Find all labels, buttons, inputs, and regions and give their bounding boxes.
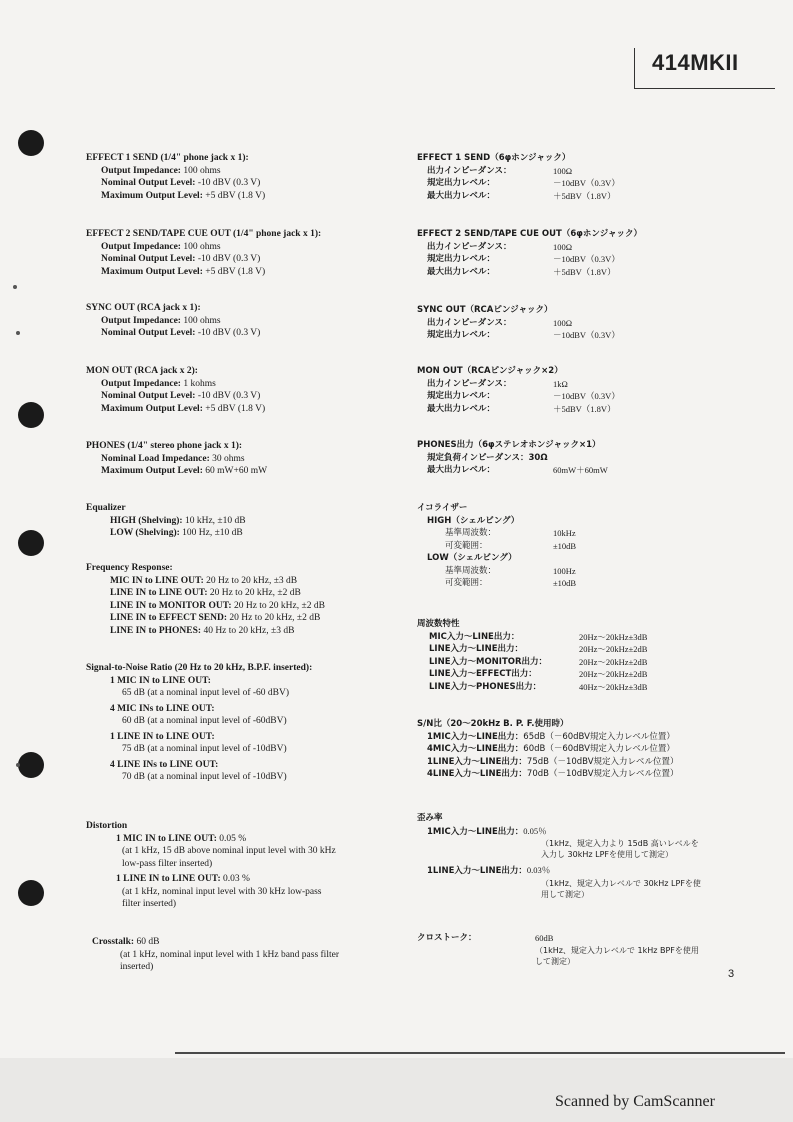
spec-value: 100Hz [553, 565, 576, 576]
spec-label: 基準周波数： [445, 528, 497, 538]
spec-mon [86, 365, 406, 415]
spec-heading: Equalizer [86, 503, 126, 513]
spec-label: LINE入力～MONITOR出力： [429, 656, 548, 667]
spec-value: 0.03 % [220, 874, 250, 884]
scan-speck-icon [16, 763, 20, 767]
spec-value: 10kHz [553, 528, 576, 538]
spec-value: 75dB（－10dBV規定入力レベル位置） [526, 756, 679, 767]
spec-effect1 [86, 152, 406, 202]
spec-note: (at 1 kHz, nominal input level with 1 kHz band pass filter [120, 949, 339, 960]
spec-value: -10 dBV (0.3 V) [195, 391, 261, 401]
spec-value: －10dBV（0.3V） [553, 178, 620, 188]
spec-heading: 周波数特性 [417, 619, 460, 629]
spec-label: Maximum Output Level: [101, 466, 203, 476]
spec-value: －10dBV（0.3V） [553, 391, 620, 401]
spec-value: 75 dB (at a nominal input level of -10dBV) [122, 744, 287, 754]
spec-label: 規定出力レベル： [427, 330, 496, 340]
jp-spec-equalizer [417, 502, 747, 590]
spec-label: 4LINE入力～LINE出力： [427, 769, 527, 779]
spec-label: Nominal Output Level: [101, 391, 196, 401]
spec-value: 60 mW+60 mW [202, 466, 268, 476]
spec-value: 20 Hz to 20 kHz, ±3 dB [203, 575, 298, 586]
spec-value: 20Hz～20kHz±3dB [579, 631, 648, 642]
spec-label: 最大出力レベル： [427, 465, 496, 475]
spec-label: 出力インピーダンス： [427, 317, 512, 328]
spec-value: 100Ω [553, 241, 573, 252]
spec-note: (at 1 kHz, 15 dB above nominal input level with 30 kHz [122, 846, 336, 856]
spec-label: 1 LINE IN to LINE OUT: [116, 874, 221, 884]
spec-label: Maximum Output Level: [101, 190, 203, 201]
spec-note: （1kHz、規定入力レベルで 30kHz LPFを使 [541, 878, 701, 888]
spec-label: Output Impedance: [101, 241, 181, 252]
spec-label: Nominal Output Level: [101, 254, 196, 264]
spec-value: 100 ohms [180, 165, 221, 176]
spec-label: 1 MIC IN to LINE OUT: [116, 833, 217, 844]
spec-note: (at 1 kHz, nominal input level with 30 kHz low-pass [122, 886, 322, 897]
spec-label: 出力インピーダンス： [427, 378, 512, 389]
spec-note: inserted) [120, 962, 154, 972]
spec-value: +5 dBV (1.8 V) [202, 266, 266, 277]
spec-effect2 [86, 228, 406, 278]
page-number: 3 [728, 968, 735, 980]
spec-label: 最大出力レベル： [427, 190, 496, 201]
spec-label: 4 MIC INs to LINE OUT: [110, 703, 215, 714]
spec-value: -10 dBV (0.3 V) [195, 328, 261, 338]
spec-heading: MON OUT（RCAピンジャック×2） [417, 366, 563, 376]
spec-label: 4MIC入力～LINE出力： [427, 744, 524, 754]
spec-value: 60mW＋60mW [553, 465, 608, 475]
spec-label: LINE IN to EFFECT SEND: [110, 613, 228, 623]
scanner-watermark: Scanned by CamScanner [555, 1093, 715, 1110]
jp-spec-effect1 [417, 152, 747, 202]
spec-value: 60 dB (at a nominal input level of -60dBV) [122, 716, 287, 726]
binder-hole-icon [18, 752, 44, 778]
spec-label: 1LINE入力～LINE出力： [427, 866, 527, 876]
spec-note: 用して測定） [541, 889, 589, 899]
jp-spec-mon [417, 365, 747, 415]
spec-value: 0.05％ [523, 825, 547, 836]
spec-heading: MON OUT (RCA jack x 2): [86, 366, 198, 376]
spec-label: MIC入力～LINE出力： [429, 631, 520, 642]
spec-phones [86, 440, 406, 478]
spec-label: Nominal Load Impedance: [101, 453, 210, 464]
spec-label: クロストーク： [417, 933, 477, 943]
spec-label: 出力インピーダンス： [427, 165, 512, 176]
jp-spec-phones [417, 439, 747, 477]
spec-value: ＋5dBV（1.8V） [553, 190, 616, 201]
spec-frequency-response [86, 562, 406, 637]
spec-value: 20 Hz to 20 kHz, ±2 dB [207, 588, 301, 598]
jp-spec-signal-to-noise [417, 718, 747, 781]
spec-value: 1 kohms [180, 378, 216, 389]
spec-value: 0.05 % [216, 833, 247, 844]
spec-value: 20Hz～20kHz±2dB [579, 644, 648, 654]
spec-label: 1MIC入力～LINE出力： [427, 731, 524, 742]
spec-label: LINE IN to MONITOR OUT: [110, 600, 232, 611]
spec-label: Maximum Output Level: [101, 266, 203, 277]
spec-heading: SYNC OUT（RCAピンジャック） [417, 305, 553, 315]
spec-value: 100 ohms [180, 241, 221, 252]
binder-hole-icon [18, 880, 44, 906]
spec-value: 60dB（－60dBV規定入力レベル位置） [523, 744, 675, 754]
spec-label: 規定負荷インピーダンス：30Ω [427, 452, 548, 463]
spec-label: HIGH (Shelving): [110, 515, 183, 526]
spec-label: LINE IN to LINE OUT: [110, 588, 208, 598]
spec-value: 70dB（－10dBV規定入力レベル位置） [526, 769, 679, 779]
spec-value: 100Ω [553, 317, 573, 328]
spec-value: -10 dBV (0.3 V) [195, 254, 261, 264]
spec-label: 1 MIC IN to LINE OUT: [110, 675, 211, 686]
binder-hole-icon [18, 402, 44, 428]
spec-label: Nominal Output Level: [101, 328, 196, 338]
spec-note: （1kHz、規定入力より 15dB 高いレベルを [541, 839, 699, 848]
spec-value: 40Hz～20kHz±3dB [579, 681, 648, 692]
spec-label: 1MIC入力～LINE出力： [427, 826, 524, 837]
spec-heading: イコライザー [417, 503, 468, 513]
scan-speck-icon [16, 331, 20, 335]
spec-label: 規定出力レベル： [427, 254, 496, 264]
jp-spec-frequency-response [417, 618, 747, 693]
spec-value: ＋5dBV（1.8V） [553, 403, 616, 414]
spec-value: ＋5dBV（1.8V） [553, 266, 616, 277]
spec-value: 65dB（－60dBV規定入力レベル位置） [523, 731, 675, 742]
spec-value: 20Hz～20kHz±2dB [579, 669, 648, 679]
spec-label: Maximum Output Level: [101, 403, 203, 414]
spec-value: 20Hz～20kHz±2dB [579, 656, 648, 667]
spec-note: filter inserted) [122, 899, 177, 909]
spec-value: 65 dB (at a nominal input level of -60 dBV) [122, 688, 290, 698]
spec-label: 1LINE入力～LINE出力： [427, 756, 527, 767]
spec-value: 100Ω [553, 165, 573, 176]
spec-value: 100 Hz, ±10 dB [179, 528, 243, 538]
spec-label: Output Impedance: [101, 165, 181, 176]
spec-label: MIC IN to LINE OUT: [110, 575, 204, 586]
spec-heading: 歪み率 [417, 813, 443, 823]
spec-value: 60dB [535, 933, 554, 943]
spec-heading: Signal-to-Noise Ratio (20 Hz to 20 kHz, B.P.F. inserted): [86, 663, 313, 673]
spec-value: 100 ohms [180, 315, 221, 326]
spec-label: 最大出力レベル： [427, 266, 496, 277]
spec-label: 1 LINE IN to LINE OUT: [110, 731, 215, 742]
model-label: 414MKII [652, 50, 739, 75]
spec-label: 出力インピーダンス： [427, 241, 512, 252]
spec-label: LOW (Shelving): [110, 528, 180, 538]
spec-heading: Frequency Response: [86, 563, 173, 573]
jp-spec-distortion [417, 812, 747, 900]
spec-signal-to-noise [86, 662, 406, 784]
spec-value: -10 dBV (0.3 V) [195, 178, 261, 188]
page-edge-line [175, 1052, 785, 1054]
spec-heading: S/N比（20～20kHz B. P. F.使用時） [417, 719, 569, 729]
jp-spec-crosstalk [417, 932, 747, 967]
spec-value: 20 Hz to 20 kHz, ±2 dB [227, 613, 321, 623]
spec-equalizer [86, 502, 406, 540]
spec-value: ±10dB [553, 578, 577, 588]
spec-distortion [86, 820, 406, 911]
binder-hole-icon [18, 130, 44, 156]
spec-note: （1kHz、規定入力レベルで 1kHz BPFを使用 [535, 945, 699, 955]
spec-value: 20 Hz to 20 kHz, ±2 dB [231, 600, 325, 611]
spec-label: 4 LINE INs to LINE OUT: [110, 759, 219, 770]
spec-crosstalk [92, 936, 412, 974]
spec-value: －10dBV（0.3V） [553, 330, 620, 340]
spec-sync [86, 302, 406, 340]
spec-label: LINE入力～EFFECT出力： [429, 669, 537, 679]
spec-label: 規定出力レベル： [427, 391, 496, 401]
spec-heading: SYNC OUT (RCA jack x 1): [86, 303, 201, 313]
spec-label: Output Impedance: [101, 378, 181, 389]
spec-value: 70 dB (at a nominal input level of -10dBV) [122, 772, 287, 782]
spec-heading: EFFECT 2 SEND/TAPE CUE OUT（6φホンジャック） [417, 229, 643, 239]
spec-heading: EFFECT 1 SEND（6φホンジャック） [417, 153, 571, 163]
spec-value: 0.03％ [526, 865, 551, 875]
spec-note: 入力し 30kHz LPFを使用して測定） [541, 850, 673, 859]
spec-value: 60 dB [134, 937, 160, 947]
spec-label: LINE入力～LINE出力： [429, 644, 523, 654]
spec-heading: PHONES (1/4" stereo phone jack x 1): [86, 441, 243, 451]
spec-label: 可変範囲： [445, 540, 488, 551]
spec-label: LINE入力～PHONES出力： [429, 681, 542, 692]
spec-label: Nominal Output Level: [101, 178, 196, 188]
jp-spec-effect2 [417, 228, 747, 278]
spec-value: ±10dB [553, 540, 577, 551]
spec-value: 30 ohms [209, 453, 245, 464]
spec-label: 基準周波数： [445, 565, 497, 576]
binder-hole-icon [18, 530, 44, 556]
spec-label: 規定出力レベル： [427, 178, 496, 188]
spec-value: +5 dBV (1.8 V) [202, 190, 266, 201]
jp-spec-sync [417, 304, 747, 342]
spec-label: Crosstalk: [92, 937, 135, 947]
spec-heading: EFFECT 2 SEND/TAPE CUE OUT (1/4" phone jack x 1): [86, 229, 322, 239]
spec-heading: PHONES出力（6φステレオホンジャック×1） [417, 440, 601, 450]
spec-heading: Distortion [86, 821, 128, 831]
spec-value: －10dBV（0.3V） [553, 254, 620, 264]
spec-label: 可変範囲： [445, 578, 488, 588]
spec-subheading: HIGH（シェルビング） [427, 515, 520, 526]
spec-heading: EFFECT 1 SEND (1/4" phone jack x 1): [86, 153, 249, 163]
spec-note: low-pass filter inserted) [122, 858, 213, 869]
spec-label: LINE IN to PHONES: [110, 625, 202, 636]
spec-note: して測定） [535, 956, 575, 966]
spec-value: 1kΩ [553, 378, 568, 389]
spec-label: 最大出力レベル： [427, 403, 496, 414]
spec-label: Output Impedance: [101, 315, 181, 326]
spec-value: 40 Hz to 20 kHz, ±3 dB [201, 625, 295, 636]
spec-value: 10 kHz, ±10 dB [182, 515, 246, 526]
spec-value: +5 dBV (1.8 V) [202, 403, 266, 414]
spec-subheading: LOW（シェルビング） [427, 553, 517, 563]
scan-speck-icon [13, 285, 17, 289]
